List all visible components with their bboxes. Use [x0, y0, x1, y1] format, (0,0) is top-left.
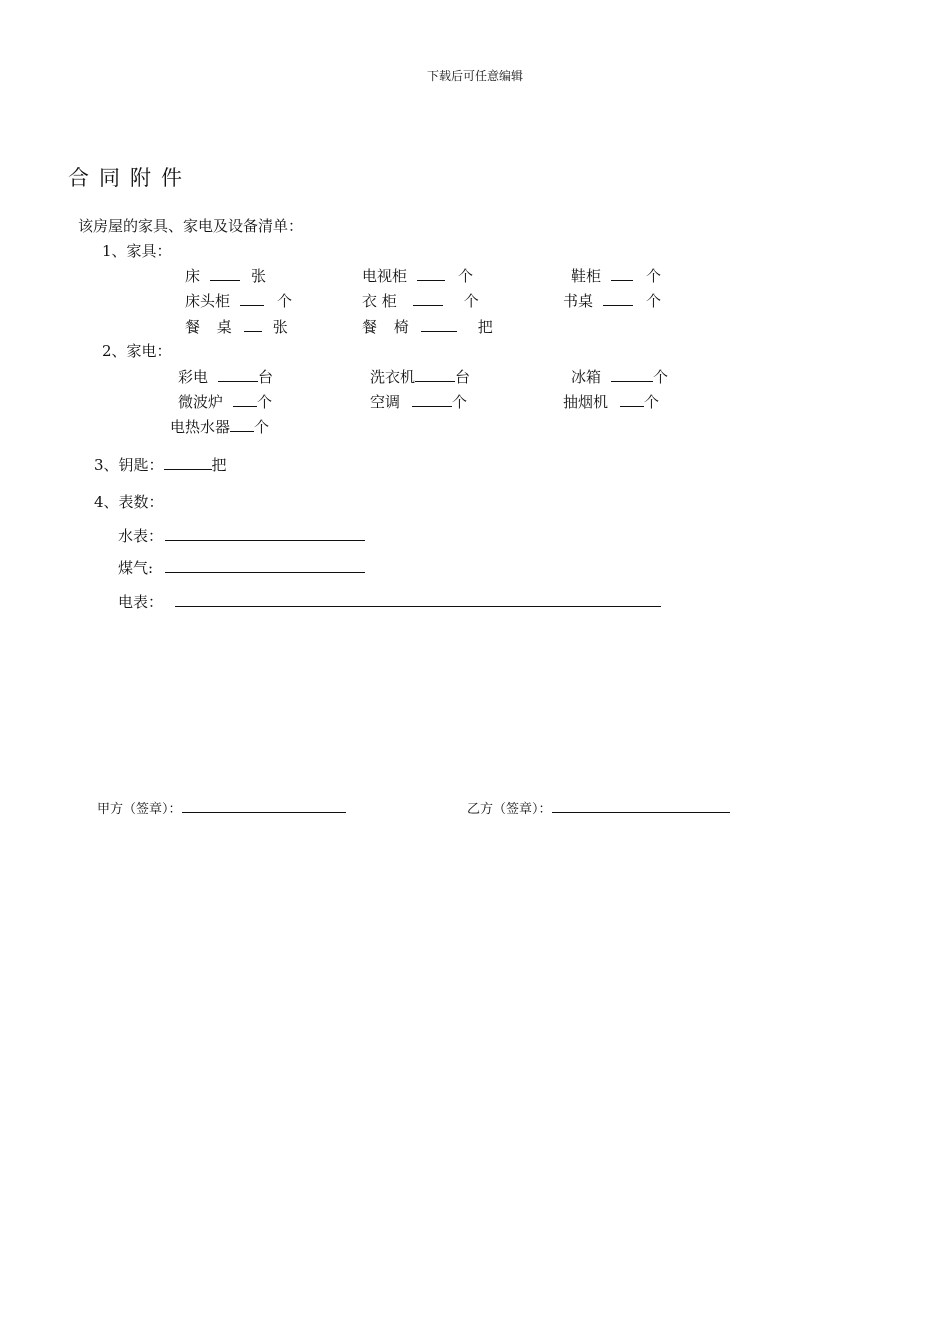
water-heater-blank[interactable]	[230, 417, 254, 432]
item-unit: 个	[257, 393, 273, 411]
desk-blank[interactable]	[603, 291, 633, 306]
party-a-signature-line[interactable]	[182, 800, 346, 813]
appliances-heading: 2、家电：	[102, 342, 172, 360]
microwave-blank[interactable]	[233, 392, 257, 407]
appliance-hood	[563, 391, 659, 412]
item-unit: 个	[463, 292, 479, 310]
item-unit: 个	[452, 393, 468, 411]
item-label: 衣 柜	[362, 292, 397, 310]
meter-gas-label: 煤气:	[118, 559, 154, 577]
furniture-desk	[563, 290, 661, 311]
meter-gas-row	[118, 557, 368, 578]
meter-electric-row	[118, 591, 664, 612]
fridge-blank[interactable]	[611, 367, 653, 382]
meter-gas-blank[interactable]	[165, 558, 365, 573]
item-label: 抽烟机	[563, 393, 609, 411]
item-unit: 台	[258, 368, 274, 386]
bed-blank[interactable]	[210, 266, 240, 281]
item-unit: 个	[646, 267, 662, 285]
item-unit: 台	[455, 368, 471, 386]
appliance-water-heater	[170, 416, 269, 437]
item-unit: 个	[646, 292, 662, 310]
party-a-label: 甲方（签章）：	[97, 802, 182, 817]
item-unit: 个	[277, 292, 293, 310]
item-unit: 张	[251, 267, 267, 285]
item-unit: 个	[644, 393, 660, 411]
keys-heading: 3、钥匙：	[94, 456, 164, 474]
meter-electric-blank[interactable]	[175, 592, 661, 607]
item-label: 餐 椅	[362, 318, 415, 336]
keys-blank[interactable]	[164, 455, 212, 470]
appliance-ac	[370, 391, 467, 412]
item-unit: 个	[458, 267, 474, 285]
appliance-microwave	[178, 391, 272, 412]
item-label: 空调	[370, 393, 401, 411]
meters-heading: 4、表数：	[94, 493, 164, 511]
item-unit: 个	[653, 368, 669, 386]
item-label: 微波炉	[178, 393, 224, 411]
intro-text: 该房屋的家具、家电及设备清单：	[78, 217, 304, 235]
meter-water-label: 水表：	[118, 527, 164, 545]
tv-blank[interactable]	[218, 367, 258, 382]
dining-table-blank[interactable]	[244, 317, 262, 332]
dining-chair-blank[interactable]	[421, 317, 457, 332]
item-label: 彩电	[178, 368, 209, 386]
appliance-tv	[178, 366, 273, 387]
page-title: 合同附件	[68, 166, 192, 190]
item-unit: 个	[254, 418, 270, 436]
signature-party-b	[467, 798, 733, 817]
item-label: 书桌	[563, 292, 594, 310]
item-label: 餐 桌	[185, 318, 238, 336]
furniture-bed	[185, 265, 266, 286]
party-b-label: 乙方（签章）：	[467, 802, 552, 817]
item-unit: 把	[477, 318, 493, 336]
washer-blank[interactable]	[415, 367, 455, 382]
appliance-fridge	[571, 366, 668, 387]
furniture-dining-table	[185, 316, 288, 337]
signature-party-a	[97, 798, 349, 817]
meter-water-row	[118, 525, 368, 546]
header-note: 下载后可任意编辑	[426, 69, 523, 83]
item-label: 鞋柜	[571, 267, 602, 285]
keys-unit: 把	[211, 456, 227, 474]
item-label: 电热水器	[170, 418, 231, 436]
shoe-cabinet-blank[interactable]	[611, 266, 633, 281]
furniture-heading: 1、家具：	[102, 242, 172, 260]
tv-cabinet-blank[interactable]	[417, 266, 445, 281]
meter-electric-label: 电表：	[118, 593, 164, 611]
furniture-nightstand	[185, 290, 292, 311]
furniture-dining-chair	[362, 316, 493, 337]
wardrobe-blank[interactable]	[413, 291, 443, 306]
item-label: 床	[185, 267, 201, 285]
furniture-shoe-cabinet	[571, 265, 661, 286]
ac-blank[interactable]	[412, 392, 452, 407]
party-b-signature-line[interactable]	[552, 800, 730, 813]
item-label: 冰箱	[571, 368, 602, 386]
furniture-wardrobe	[362, 290, 479, 311]
item-label: 床头柜	[185, 292, 231, 310]
appliance-washer	[370, 366, 470, 387]
item-label: 洗衣机	[370, 368, 416, 386]
hood-blank[interactable]	[620, 392, 644, 407]
item-unit: 张	[272, 318, 288, 336]
nightstand-blank[interactable]	[240, 291, 264, 306]
keys-row	[94, 454, 227, 475]
item-label: 电视柜	[362, 267, 408, 285]
furniture-tv-cabinet	[362, 265, 473, 286]
meter-water-blank[interactable]	[165, 526, 365, 541]
